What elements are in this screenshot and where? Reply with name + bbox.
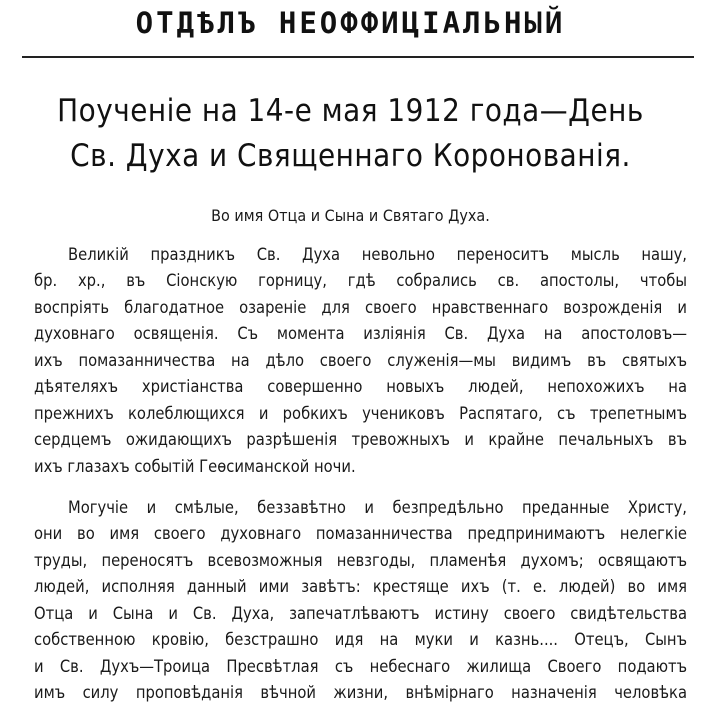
paragraph-1-line: сердцемъ ожидающихъ разрѣшенія тревожныхъ и крайне печальныхъ въ — [34, 430, 687, 449]
header-rule — [22, 56, 694, 58]
paragraph-2-line: труды, переносятъ всевозможныя невзгоды, пламенѣя духомъ; освящаютъ — [34, 551, 687, 570]
article-title-line-2: Св. Духа и Священнаго Коронованія. — [70, 138, 631, 174]
paragraph-2-line: имъ силу проповѣданія вѣчной жизни, внѣмірнаго назначенія человѣка — [34, 683, 687, 702]
paragraph-1-line: воспріять благодатное озареніе для своего нравственнаго возрожденія и — [34, 298, 687, 317]
article-title-line-1: Поученіе на 14-е мая 1912 года—День — [57, 93, 644, 129]
paragraph-1-line: прежнихъ колеблющихся и робкихъ учениковъ Распятаго, съ трепетнымъ — [34, 404, 687, 423]
paragraph-2-line: собственною кровію, безстрашно идя на муки и казнь.... Отецъ, Сынъ — [34, 630, 687, 649]
paragraph-2-line: Отца и Сына и Св. Духа, запечатлѣваютъ истину своего свидѣтельства — [34, 604, 687, 623]
paragraph-1-line: бр. хр., въ Сіонскую горницу, гдѣ собрались св. апостолы, чтобы — [34, 271, 687, 290]
paragraph-1-line: Великій праздникъ Св. Духа невольно переноситъ мысль нашу, — [68, 245, 687, 264]
paragraph-2-line: они во имя своего духовнаго помазанничества предпринимаютъ нелегкіе — [34, 524, 687, 543]
paragraph-1-line: ихъ глазахъ событій Геѳсиманской ночи. — [34, 457, 356, 476]
paragraph-1-line: ихъ помазанничества на дѣло своего служенія—мы видимъ въ святыхъ — [34, 351, 687, 370]
paragraph-2-line: людей, исполняя данный ими завѣтъ: крестяще ихъ (т. е. людей) во имя — [34, 577, 687, 596]
section-header: ОТДѢЛЪ НЕОФФИЦІАЛЬНЫЙ — [135, 6, 566, 40]
paragraph-1-line: дѣятеляхъ христіанства совершенно новыхъ людей, непохожихъ на — [34, 377, 687, 396]
paragraph-1-line: духовнаго освященія. Съ момента изліянія Св. Духа на апостоловъ— — [34, 324, 687, 343]
paragraph-2-line: Могучіе и смѣлые, беззавѣтно и безпредѣльно преданные Христу, — [68, 498, 687, 517]
paragraph-2-line: и Св. Духъ—Троица Пресвѣтлая съ небеснаго жилища Своего подаютъ — [34, 657, 687, 676]
invocation: Во имя Отца и Сына и Святаго Духа. — [211, 206, 490, 225]
